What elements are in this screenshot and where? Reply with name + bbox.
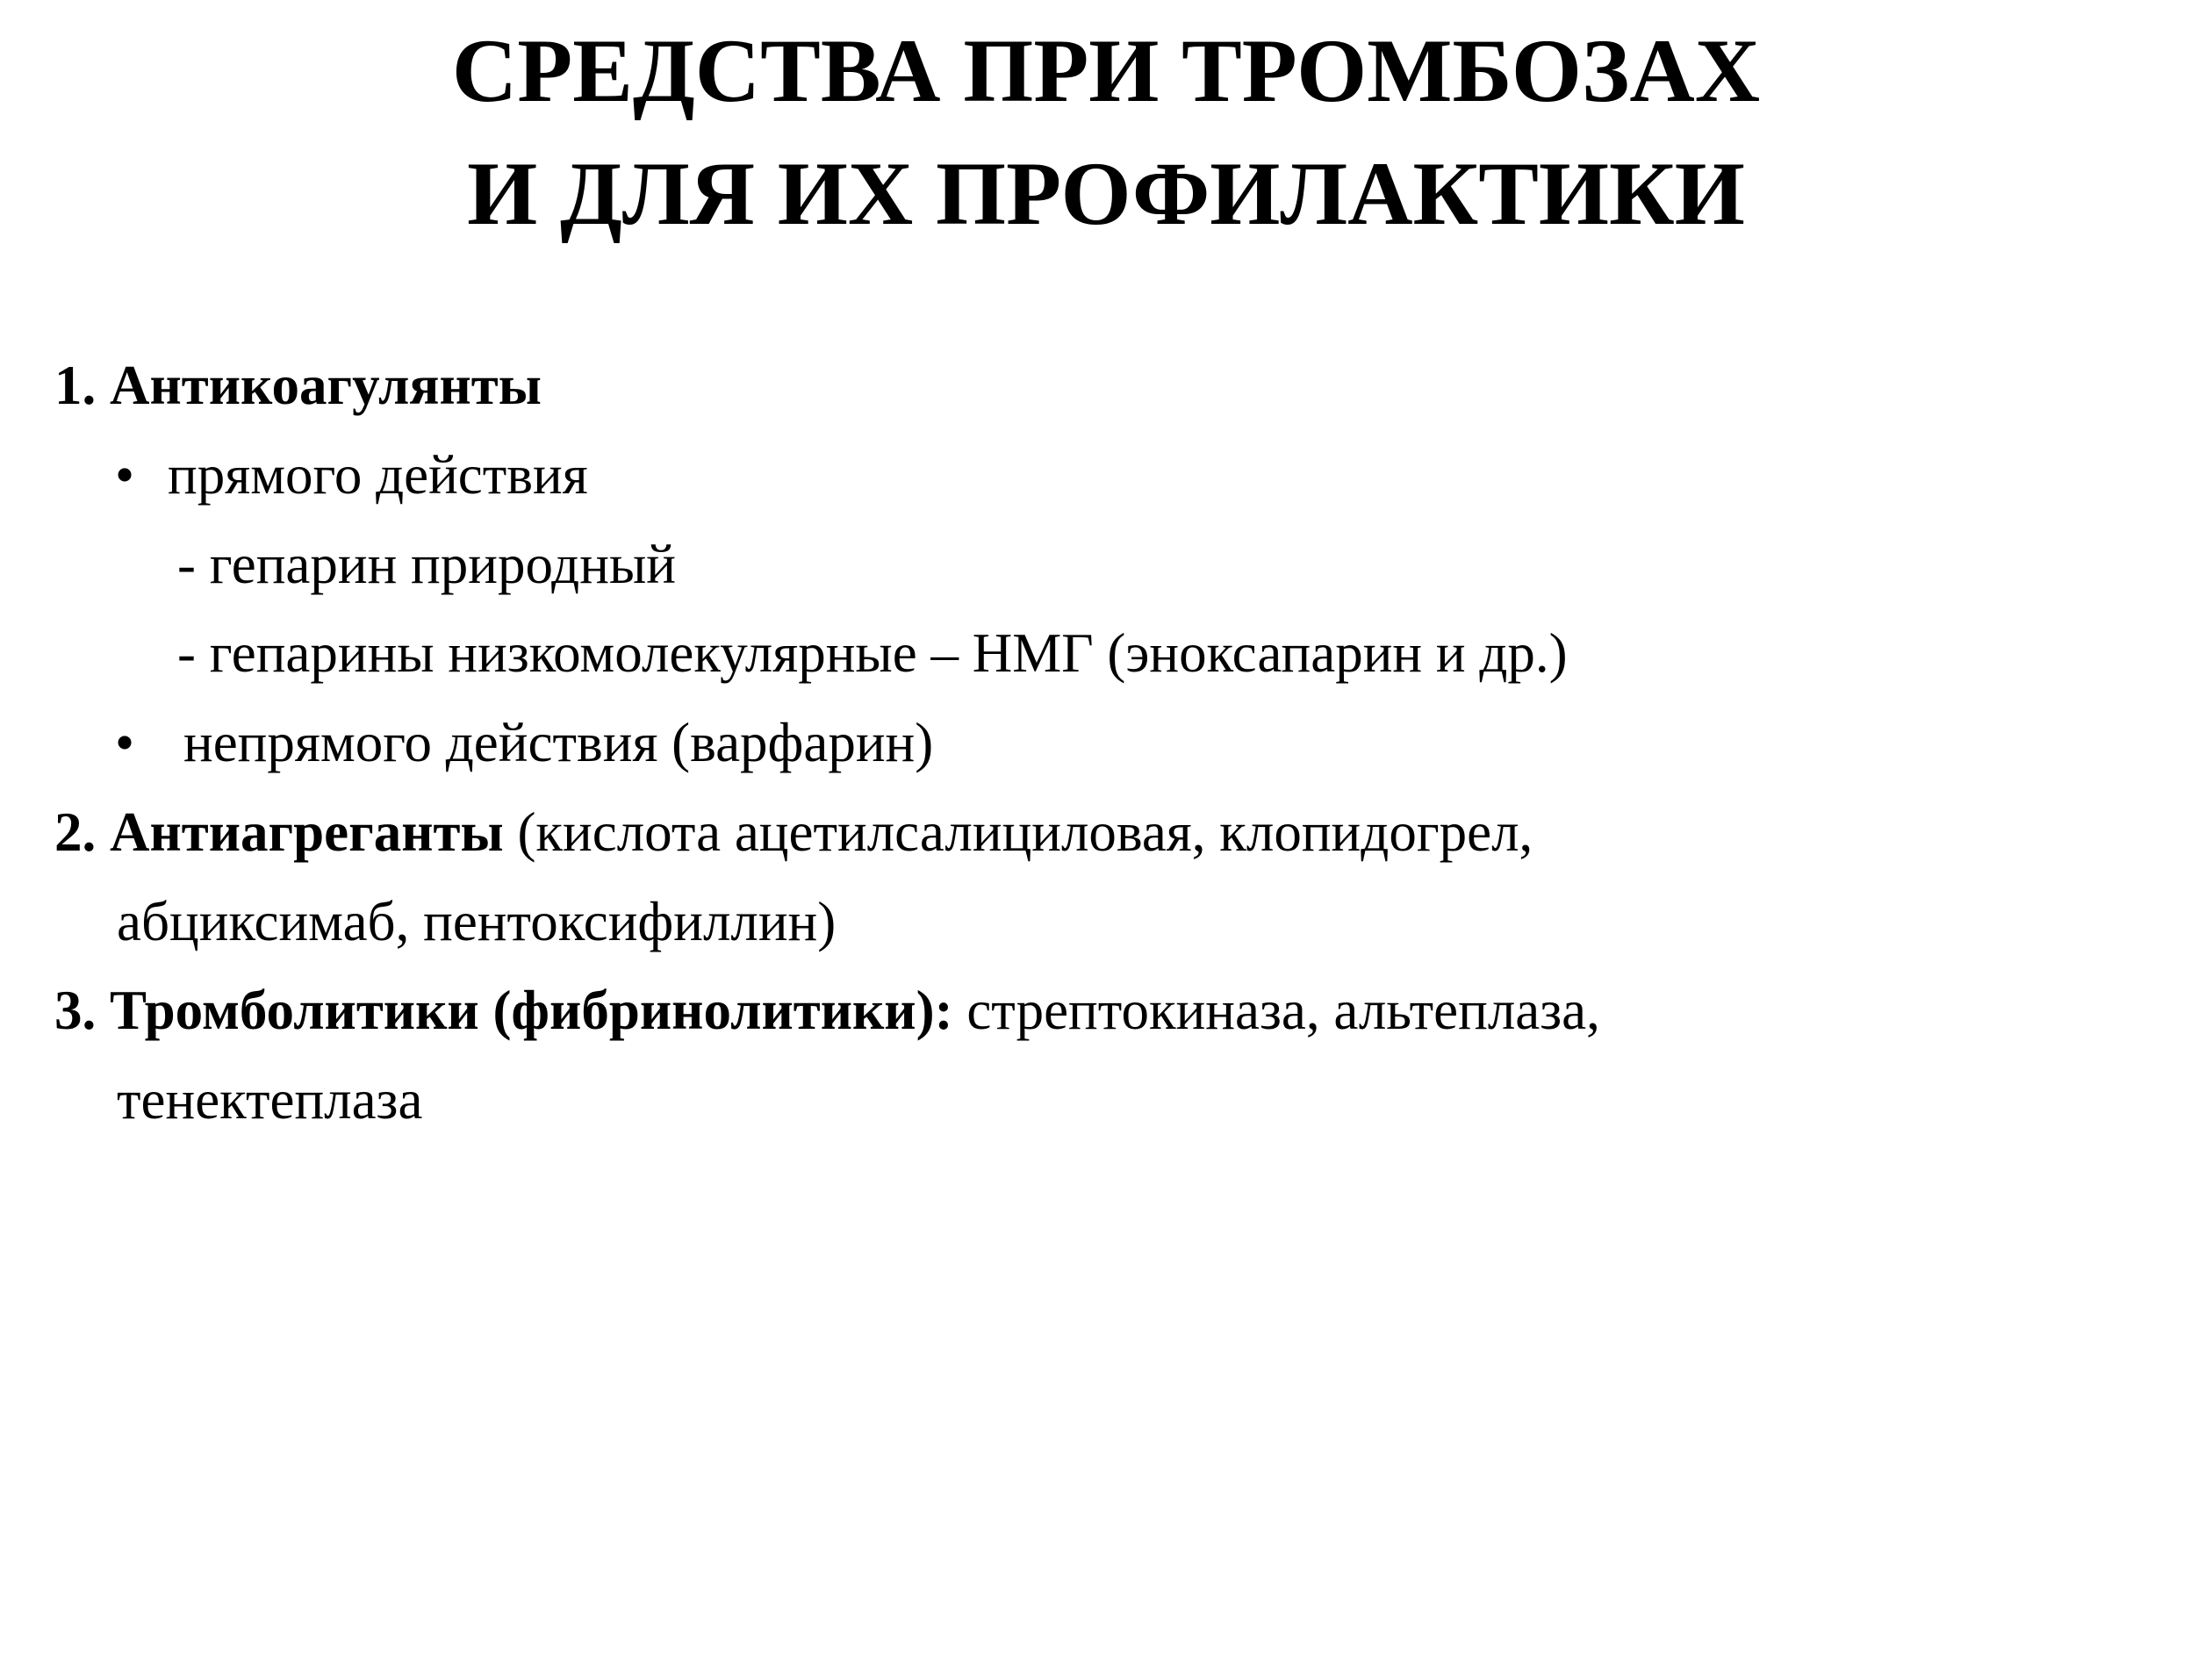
section-1-title: Антикоагулянты: [110, 355, 542, 416]
section-1-number: 1.: [54, 355, 97, 416]
slide-title-line-1: СРЕДСТВА ПРИ ТРОМБОЗАХ: [451, 21, 1761, 121]
section-3-line-1: [54, 980, 1600, 1041]
section-2-drugs-part-1: (кислота ацетилсалициловая, клопидогрел,: [517, 801, 1533, 863]
section-2-line-1: [54, 801, 1533, 863]
sub-item-lmw-heparins: - гепарины низкомолекулярные – НМГ (эноксапарин и др.): [177, 622, 1568, 684]
section-2-number: 2.: [54, 801, 97, 863]
bullet-icon: •: [115, 444, 135, 506]
section-3-number: 3.: [54, 980, 97, 1041]
section-2-drugs-part-2: абциксимаб, пентоксифиллин): [117, 891, 837, 952]
section-2-title: Антиагреганты: [110, 801, 504, 863]
section-3-title: Тромболитики (фибринолитики):: [110, 980, 953, 1041]
sub-item-natural-heparin: - гепарин природный: [177, 534, 676, 595]
bullet-direct-action: прямого действия: [168, 444, 588, 506]
section-3-drugs-part-2: тенектеплаза: [117, 1069, 423, 1131]
slide-title-line-2: И ДЛЯ ИХ ПРОФИЛАКТИКИ: [467, 144, 1745, 244]
bullet-icon: •: [115, 712, 135, 773]
section-1-heading: [54, 355, 542, 416]
section-3-drugs-part-1: стрептокиназа, альтеплаза,: [966, 980, 1600, 1041]
bullet-indirect-action: непрямого действия (варфарин): [183, 712, 934, 773]
